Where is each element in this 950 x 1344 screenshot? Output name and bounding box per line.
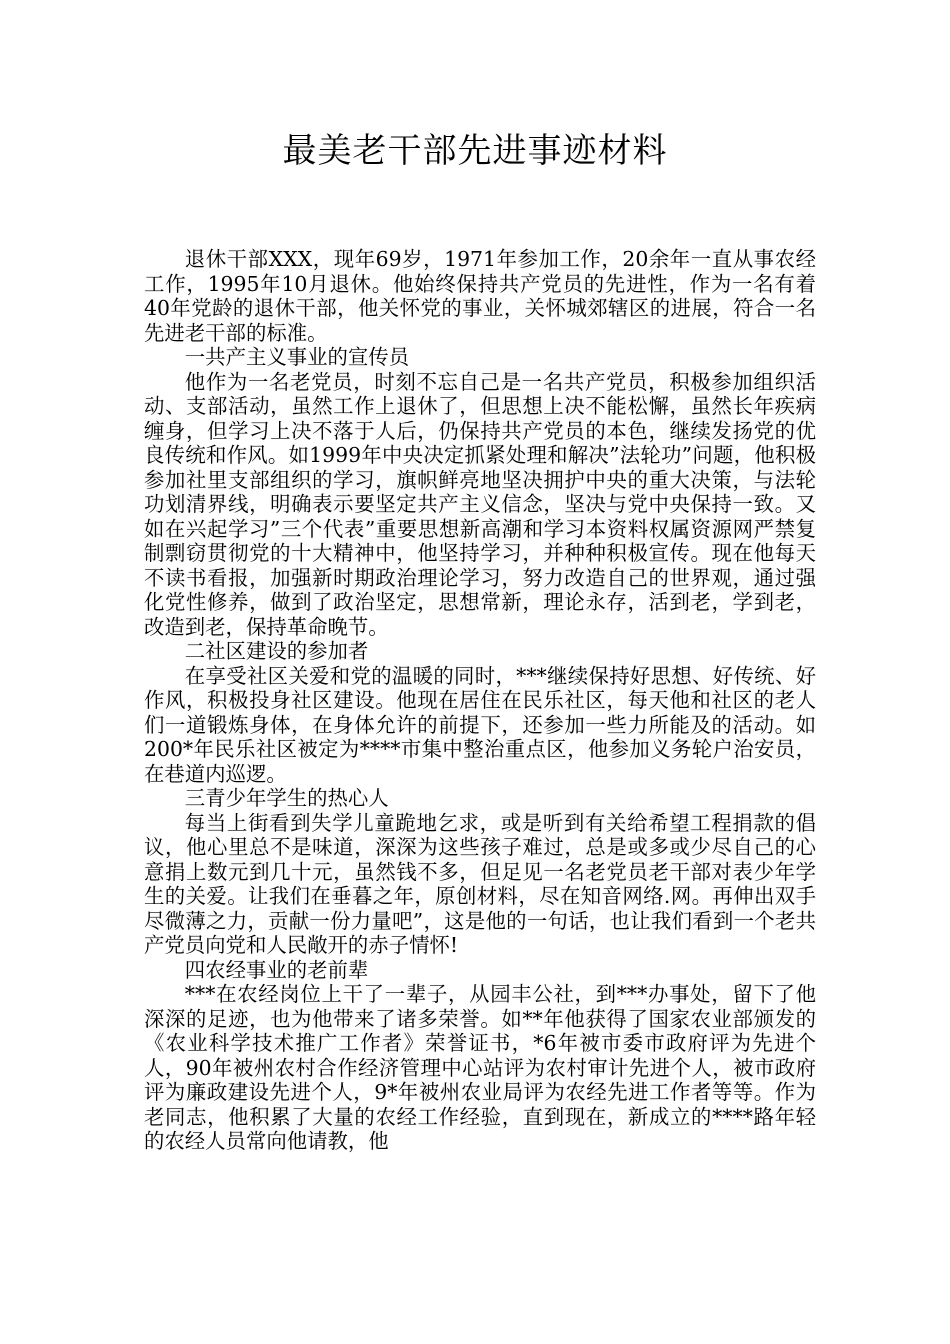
- document-body: [144, 247, 816, 1154]
- document-title: 最美老干部先进事迹材料: [282, 131, 668, 171]
- section-4-paragraph: ***在农经岗位上干了一辈子，从园丰公社，到***办事处，留下了他深深的足迹，也为他带来了诸多荣誉。如**年他获得了国家农业部颁发的《农业科学技术推广工作者》荣誉证书，*6年被市委市政府评为先进个人，90年被州农村合作经济管理中心站评为农村审计先进个人，被市政府评为廉政建设先进个人，9*年被州农业局评为农经先进工作者等等。作为老同志，他积累了大量的农经工作经验，直到现在，新成立的****路年轻的农经人员常向他请教，他: [144, 982, 816, 1153]
- section-1-paragraph: 他作为一名老党员，时刻不忘自己是一名共产党员，积极参加组织活动、支部活动，虽然工作上退休了，但思想上决不能松懈，虽然长年疾病缠身，但学习上决不落于人后，仍保持共产党员的本色，继续发扬党的优良传统和作风。如1999年中央决定抓紧处理和解决”法轮功”问题，他积极参加社里支部组织的学习，旗帜鲜亮地坚决拥护中央的重大决策，与法轮功划清界线，明确表示要坚定共产主义信念，坚决与党中央保持一致。又如在兴起学习”三个代表”重要思想新高潮和学习本资料权属资源网严禁复制剽窃贯彻党的十大精神中，他坚持学习，并种种积极宣传。现在他每天不读书看报，加强新时期政治理论学习，努力改造自己的世界观，通过强化党性修养，做到了政治坚定，思想常新，理论永存，活到老，学到老，改造到老，保持革命晚节。: [144, 369, 816, 639]
- section-2-paragraph: 在享受社区关爱和党的温暖的同时，***继续保持好思想、好传统、好作风，积极投身社区建设。他现在居住在民乐社区，每天他和社区的老人们一道锻炼身体，在身体允许的前提下，还参加一些力所能及的活动。如200*年民乐社区被定为****市集中整治重点区，他参加义务轮户治安员，在巷道内巡逻。: [144, 663, 816, 786]
- section-3-paragraph: 每当上街看到失学儿童跪地乞求，或是听到有关给希望工程捐款的倡议，他心里总不是味道，深深为这些孩子难过，总是或多或少尽自己的心意捐上数元到几十元，虽然钱不多，但足见一名老党员老干部对表少年学生的关爱。让我们在垂暮之年，原创材料，尽在知音网络.网。再伸出双手尽微薄之力，贡献一份力量吧”，这是他的一句话，也让我们看到一个老共产党员向党和人民敞开的赤子情怀!: [144, 810, 816, 957]
- section-heading-2: 二社区建设的参加者: [184, 639, 369, 663]
- intro-paragraph: 退休干部XXX，现年69岁，1971年参加工作，20余年一直从事农经工作，1995年10月退休。他始终保持共产党员的先进性，作为一名有着40年党龄的退休干部，他关怀党的事业，关怀城郊辖区的进展，符合一名先进老干部的标准。: [144, 247, 816, 345]
- section-heading-3: 三青少年学生的热心人: [184, 786, 389, 810]
- section-heading-4: 四农经事业的老前辈: [184, 957, 369, 982]
- section-heading-1: 一共产主义事业的宣传员: [184, 345, 410, 369]
